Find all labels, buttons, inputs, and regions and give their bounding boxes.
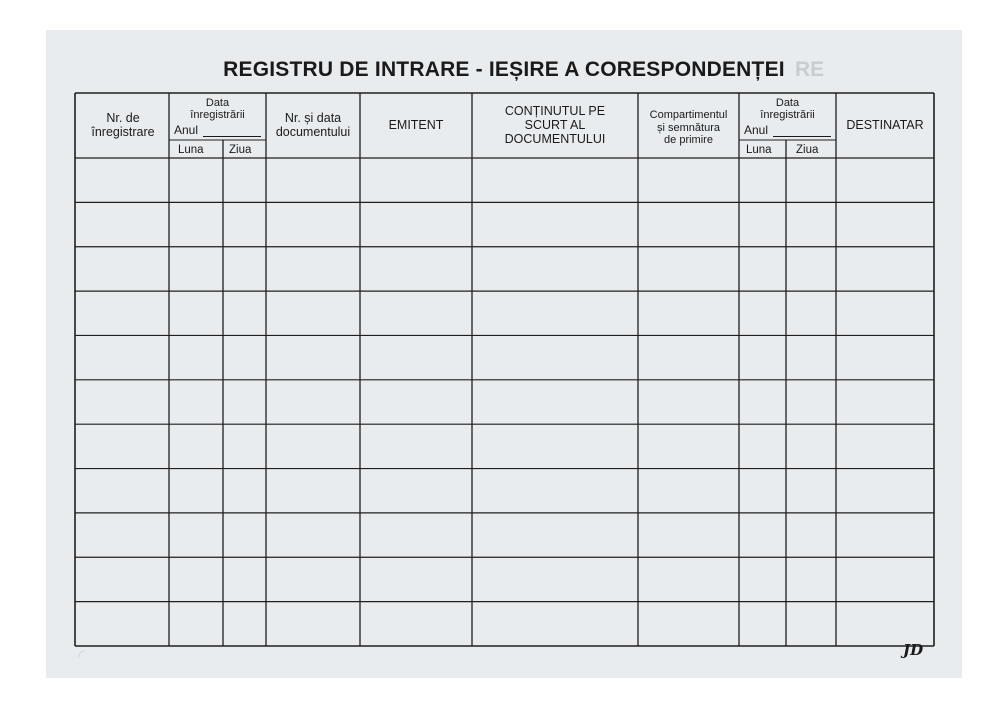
page-title: REGISTRU DE INTRARE - IEȘIRE A CORESPONDENȚEI [223,58,785,81]
ghost-title: RE [795,58,825,81]
header-destinatar: DESTINATAR [846,118,924,132]
anul-right-line [773,136,831,137]
header-nr-data-document: Nr. și data documentului [275,111,351,139]
header-data-left: Data înregistrării [190,96,245,121]
header-anul-left: Anul [174,123,199,137]
anul-left-line [203,136,261,137]
header-luna-left: Luna [178,144,204,156]
header-emitent: EMITENT [388,118,444,132]
header-data-right: Data înregistrării [760,96,815,121]
header-anul-right: Anul [744,123,769,137]
publisher-logo: JD [903,641,924,659]
header-continutul: CONȚINUTUL PE SCURT AL DOCUMENTULUI [504,104,606,146]
header-ziua-right: Ziua [796,144,819,156]
corner-mark-icon: ◜ [78,646,85,667]
header-ziua-left: Ziua [229,144,252,156]
header-compartimentul: Compartimentul și semnătura de primire [649,109,728,147]
header-luna-right: Luna [746,144,772,156]
header-nr-inregistrare: Nr. de înregistrare [91,111,155,139]
